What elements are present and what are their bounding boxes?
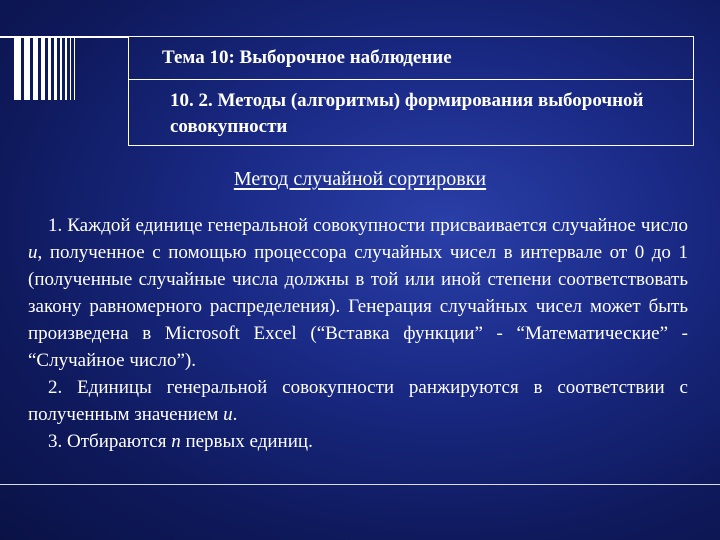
stripe xyxy=(33,36,38,100)
paragraph-1-text-b: , полученное с помощью процессора случайных чисел в интервале от 0 до 1 (полученные случайные числа должны в той или иной степени соответствовать закону равномерного распределения). Генерация случайных чисел может быть произведена в Microsoft Excel (“Вставка функции” - “Математические” - “Случайное число”). xyxy=(28,242,688,371)
variable-n: n xyxy=(171,431,181,452)
paragraph-3 xyxy=(28,428,688,455)
stripe xyxy=(70,36,71,100)
paragraph-1 xyxy=(28,212,688,374)
bottom-divider xyxy=(0,484,720,485)
paragraph-2-text-b: . xyxy=(232,404,238,425)
stripe xyxy=(74,36,75,100)
topic-title: Тема 10: Выборочное наблюдение xyxy=(162,47,452,68)
method-heading: Метод случайной сортировки xyxy=(233,168,487,190)
body-text xyxy=(28,212,688,455)
stripe xyxy=(41,36,45,100)
subtopic-title: 10. 2. Методы (алгоритмы) формирования выборочной совокупности xyxy=(170,90,644,137)
decorative-stripes xyxy=(14,36,75,100)
paragraph-3-text-a: 3. Отбираются xyxy=(48,431,172,452)
title-box xyxy=(128,36,694,146)
stripe xyxy=(54,36,57,100)
paragraph-1-text-a: 1. Каждой единице генеральной совокупности присваивается случайное число xyxy=(48,215,688,236)
paragraph-3-text-b: первых единиц. xyxy=(180,431,313,452)
paragraph-2 xyxy=(28,374,688,428)
stripe xyxy=(24,36,30,100)
stripe xyxy=(48,36,51,100)
variable-u: u xyxy=(223,404,233,425)
stripe xyxy=(14,36,21,100)
paragraph-2-text-a: 2. Единицы генеральной совокупности ранжируются в соответствии с полученным значением xyxy=(28,377,688,425)
title-divider xyxy=(129,79,693,80)
stripe xyxy=(60,36,62,100)
variable-u: u xyxy=(28,242,38,263)
stripe xyxy=(65,36,67,100)
